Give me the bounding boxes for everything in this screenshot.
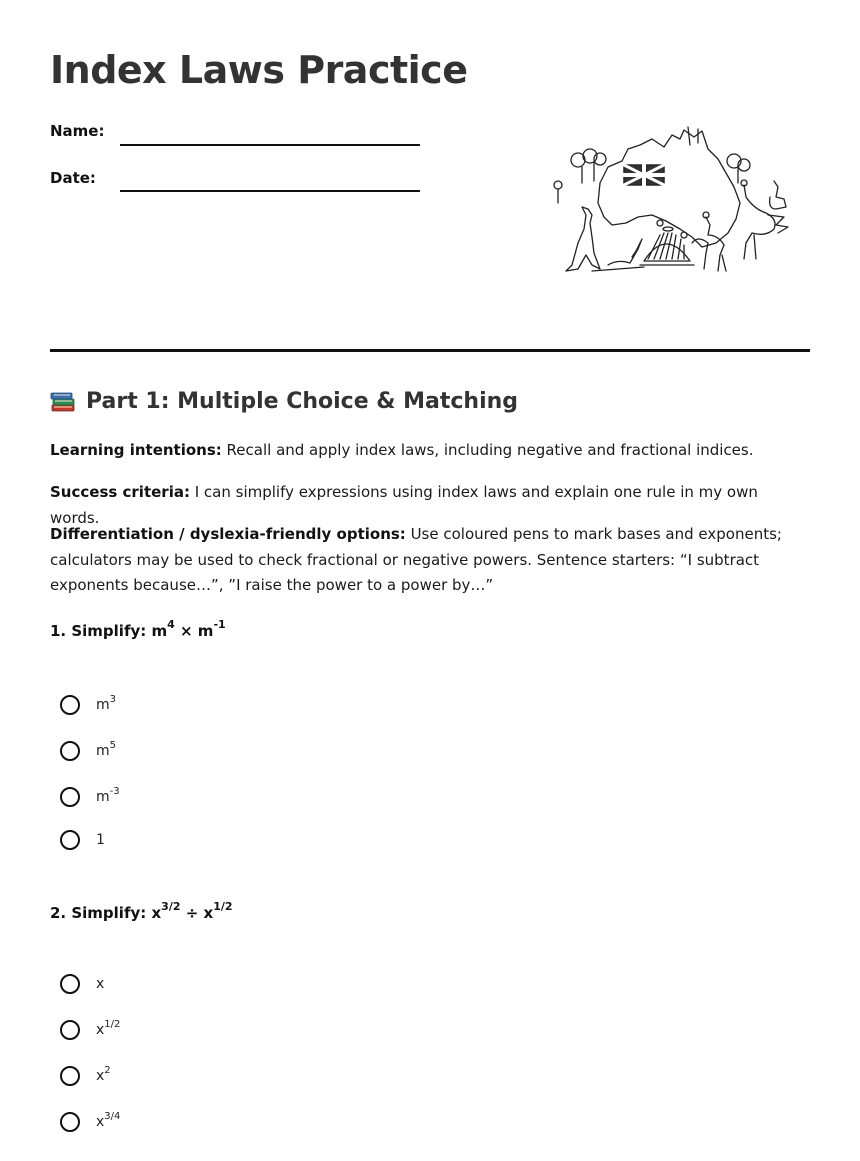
- part1-heading-text: Part 1: Multiple Choice & Matching: [86, 388, 519, 414]
- q2-option-a[interactable]: [60, 971, 104, 997]
- books-icon: [50, 388, 76, 414]
- question-2: [50, 900, 233, 922]
- learning-intentions: [50, 438, 810, 464]
- q2-operator: ÷: [180, 904, 204, 922]
- radio-button[interactable]: [60, 741, 80, 761]
- option-label: $m^{-3}$: [96, 786, 120, 805]
- radio-button[interactable]: [60, 695, 80, 715]
- q1-term-1-exp: 4: [167, 618, 175, 631]
- option-label: $x^{1/2}$: [96, 1019, 121, 1038]
- australia-map-animals-illustration: [548, 125, 793, 275]
- option-label: 1: [96, 832, 105, 848]
- success-criteria-label: Success criteria:: [50, 483, 190, 501]
- part1-heading: [50, 388, 518, 414]
- q1-option-a[interactable]: [60, 692, 116, 718]
- question-1: [50, 618, 226, 640]
- q2-term-2-exp: 1/2: [213, 900, 233, 913]
- radio-button[interactable]: [60, 1020, 80, 1040]
- q2-option-b[interactable]: [60, 1017, 120, 1043]
- radio-button[interactable]: [60, 1066, 80, 1086]
- date-field[interactable]: [120, 190, 420, 192]
- date-label: Date:: [50, 169, 96, 187]
- option-label: $m^5$: [96, 740, 117, 759]
- q2-term-1-exp: 3/2: [161, 900, 181, 913]
- option-label: $x^2$: [96, 1065, 111, 1084]
- option-label: $m^3$: [96, 694, 117, 713]
- section-divider: [50, 349, 810, 352]
- q1-option-b[interactable]: [60, 738, 116, 764]
- q1-option-d[interactable]: [60, 827, 105, 853]
- question-2-prefix: 2. Simplify:: [50, 904, 152, 922]
- q1-option-c[interactable]: [60, 784, 120, 810]
- learning-intentions-text: Recall and apply index laws, including negative and fractional indices.: [221, 441, 754, 459]
- differentiation-options: [50, 522, 810, 599]
- q2-option-d[interactable]: [60, 1109, 120, 1135]
- q1-operator: ×: [174, 622, 198, 640]
- differentiation-text: Use coloured pens to mark bases and exponents; calculators may be used to check fractional or negative powers. Sentence starters: “I subtract exponents because…”, ”I raise the power to a power by…”: [50, 525, 782, 594]
- radio-button[interactable]: [60, 787, 80, 807]
- q1-term-1-base: m: [151, 622, 168, 640]
- page-title: Index Laws Practice: [50, 48, 468, 92]
- name-field[interactable]: [120, 144, 420, 146]
- learning-intentions-label: Learning intentions:: [50, 441, 222, 459]
- q1-term-2-base: m: [197, 622, 214, 640]
- q1-term-2-exp: -1: [213, 618, 226, 631]
- radio-button[interactable]: [60, 974, 80, 994]
- question-1-prefix: 1. Simplify:: [50, 622, 152, 640]
- differentiation-label: Differentiation / dyslexia-friendly options:: [50, 525, 406, 543]
- q2-term-2-base: x: [203, 904, 214, 922]
- name-label: Name:: [50, 122, 105, 140]
- radio-button[interactable]: [60, 830, 80, 850]
- option-label: x: [96, 976, 105, 992]
- option-label: $x^{3/4}$: [96, 1111, 121, 1130]
- q2-term-1-base: x: [151, 904, 162, 922]
- success-criteria-text: I can simplify expressions using index laws and explain one rule in my own words.: [50, 483, 758, 527]
- radio-button[interactable]: [60, 1112, 80, 1132]
- q2-option-c[interactable]: [60, 1063, 111, 1089]
